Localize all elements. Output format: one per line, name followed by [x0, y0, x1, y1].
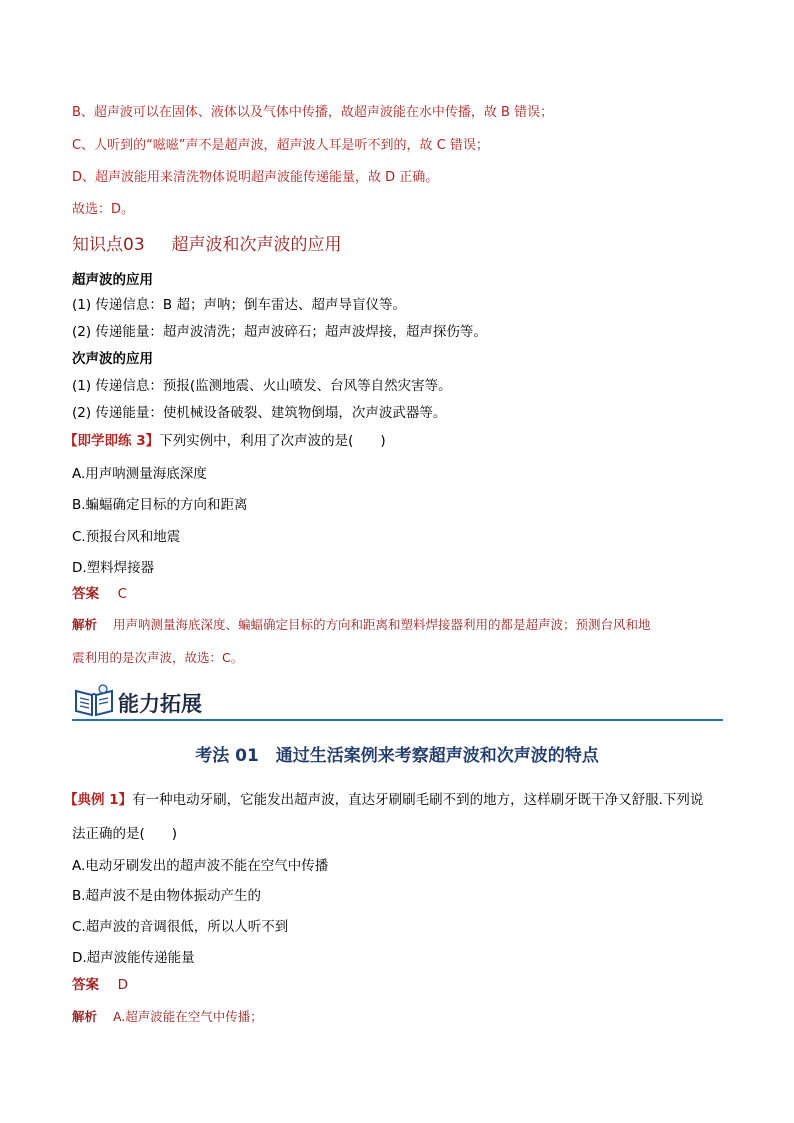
- example-analysis-line-1: [72, 1007, 263, 1025]
- explanation-d: D、超声波能用来清洗物体说明超声波能传递能量，故 D 正确。: [72, 170, 439, 185]
- answer-value: C: [117, 586, 128, 602]
- example-analysis-label: 解析: [72, 1009, 98, 1024]
- knowledge-point-heading: [72, 230, 341, 255]
- explanation-c: C、人听到的“嗞嗞”声不是超声波，超声波人耳是听不到的，故 C 错误；: [72, 138, 489, 153]
- infrasonic-item-1: (1) 传递信息：预报(监测地震、火山喷发、台风等自然灾害等。: [72, 378, 452, 394]
- practice-tag: 【即学即练 3】: [64, 433, 160, 449]
- example-question-line-1: [64, 788, 703, 808]
- practice-option-b: B.蝙蝠确定目标的方向和距离: [72, 497, 248, 513]
- practice-analysis-line-2: 震利用的是次声波，故选：C。: [72, 650, 244, 665]
- infrasonic-item-2: (2) 传递能量：使机械设备破裂、建筑物倒塌，次声波武器等。: [72, 405, 447, 421]
- practice-answer: [72, 582, 127, 602]
- example-answer-label: 答案: [72, 977, 99, 993]
- practice-option-c: C.预报台风和地震: [72, 529, 181, 545]
- example-question-text: 有一种电动牙刷，它能发出超声波，直达牙刷刷毛刷不到的地方，这样刷牙既干净又舒服.下列说: [132, 792, 704, 808]
- infrasonic-heading: 次声波的应用: [72, 351, 153, 367]
- example-option-c: C.超声波的音调很低，所以人听不到: [72, 919, 289, 935]
- example-analysis-text: A.超声波能在空气中传播；: [112, 1009, 263, 1024]
- analysis-label: 解析: [72, 617, 98, 632]
- example-option-d: D.超声波能传递能量: [72, 950, 195, 966]
- example-answer: [72, 973, 128, 993]
- practice-question-text: 下列实例中，利用了次声波的是( ): [159, 433, 386, 449]
- ultrasonic-item-2: (2) 传递能量：超声波清洗；超声波碎石；超声波焊接，超声探伤等。: [72, 324, 487, 340]
- final-choice: 故选：D。: [72, 202, 135, 217]
- ultrasonic-item-1: (1) 传递信息：B 超；声呐；倒车雷达、超声导盲仪等。: [72, 297, 406, 313]
- ultrasonic-heading: 超声波的应用: [72, 272, 153, 288]
- example-question-line-2: 法正确的是( ): [72, 826, 178, 842]
- example-answer-value: D: [117, 977, 128, 993]
- example-option-b: B.超声波不是由物体振动产生的: [72, 888, 262, 904]
- example-tag: 【典例 1】: [64, 792, 133, 808]
- practice-question: [64, 429, 386, 449]
- example-option-a: A.电动牙刷发出的超声波不能在空气中传播: [72, 858, 329, 874]
- practice-analysis-line-1: [72, 615, 651, 633]
- book-icon: [72, 683, 116, 719]
- knowledge-point-title: 超声波和次声波的应用: [171, 235, 342, 255]
- analysis-text: 用声呐测量海底深度、蝙蝠确定目标的方向和距离和塑料焊接器利用的都是超声波；预测台风和地: [112, 617, 651, 632]
- method-title: 考法 01 通过生活案例来考察超声波和次声波的特点: [195, 746, 599, 766]
- explanation-b: B、超声波可以在固体、液体以及气体中传播，故超声波能在水中传播，故 B 错误；: [72, 105, 554, 120]
- practice-option-d: D.塑料焊接器: [72, 560, 155, 576]
- knowledge-point-label: 知识点03: [72, 235, 145, 255]
- answer-label: 答案: [72, 586, 99, 602]
- section-title: 能力拓展: [118, 692, 202, 716]
- practice-option-a: A.用声呐测量海底深度: [72, 466, 207, 482]
- section-divider: [72, 719, 723, 721]
